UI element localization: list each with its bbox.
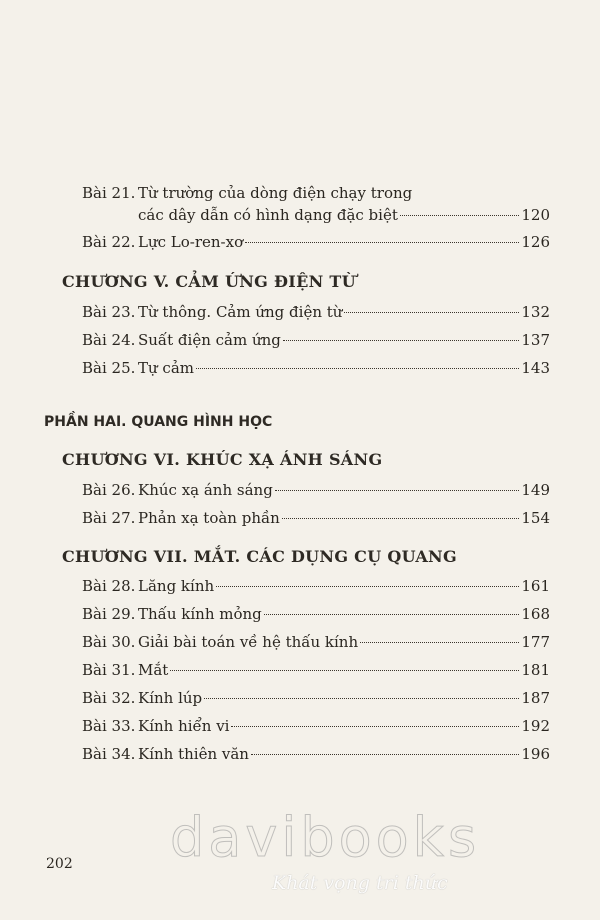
lesson-number: Bài 32.	[82, 689, 136, 707]
lesson-number: Bài 23.	[82, 303, 136, 321]
dot-leader	[264, 614, 520, 615]
lesson-title: Thấu kính mỏng	[138, 605, 262, 623]
lesson-title: Từ thông. Cảm ứng điện từ	[138, 303, 343, 321]
part-heading-2: PHẦN HAI. QUANG HÌNH HỌC	[44, 414, 273, 430]
lesson-number: Bài 27.	[82, 509, 136, 527]
lesson-page: 192	[521, 717, 550, 735]
lesson-page: 168	[521, 605, 550, 623]
lesson-number: Bài 28.	[82, 577, 136, 595]
lesson-page: 149	[521, 481, 550, 499]
lesson-number: Bài 34.	[82, 745, 136, 763]
dot-leader	[196, 368, 519, 369]
dot-leader	[344, 312, 519, 313]
toc-entry-lesson-22	[82, 232, 550, 252]
toc-entry-lesson-21-cont	[138, 205, 550, 225]
lesson-number: Bài 30.	[82, 633, 136, 651]
dot-leader	[204, 698, 519, 699]
toc-entry-lesson-24	[82, 330, 550, 350]
lesson-number: Bài 25.	[82, 359, 136, 377]
lesson-title: Suất điện cảm ứng	[138, 331, 281, 349]
dot-leader	[231, 726, 519, 727]
lesson-title: Lăng kính	[138, 577, 215, 595]
lesson-title: Mắt	[138, 661, 169, 679]
watermark-tagline: Khát vọng tri thức	[272, 872, 448, 894]
lesson-page: 137	[521, 331, 550, 349]
lesson-title: Giải bài toán về hệ thấu kính	[138, 633, 359, 651]
lesson-page: 187	[521, 689, 550, 707]
chapter-heading-6: CHƯƠNG VI. KHÚC XẠ ÁNH SÁNG	[62, 450, 383, 469]
lesson-title-line-1: Từ trường của dòng điện chạy trong	[138, 184, 413, 202]
chapter-heading-7: CHƯƠNG VII. MẮT. CÁC DỤNG CỤ QUANG	[62, 547, 457, 566]
dot-leader	[216, 586, 519, 587]
toc-entry-lesson-33	[82, 716, 550, 736]
lesson-page: 143	[521, 359, 550, 377]
dot-leader	[170, 670, 519, 671]
lesson-title: Phản xạ toàn phần	[138, 509, 280, 527]
lesson-number: Bài 24.	[82, 331, 136, 349]
lesson-number: Bài 21.	[82, 184, 136, 202]
dot-leader	[400, 215, 519, 216]
toc-entry-lesson-29	[82, 604, 550, 624]
lesson-page: 196	[521, 745, 550, 763]
toc-entry-lesson-27	[82, 508, 550, 528]
dot-leader	[360, 642, 519, 643]
dot-leader	[282, 518, 520, 519]
lesson-title: Tự cảm	[138, 359, 195, 377]
lesson-title-line-2: các dây dẫn có hình dạng đặc biệt	[138, 206, 398, 224]
lesson-page: 120	[521, 206, 550, 224]
toc-entry-lesson-31	[82, 660, 550, 680]
lesson-title: Kính thiên văn	[138, 745, 249, 763]
chapter-heading-5: CHƯƠNG V. CẢM ỨNG ĐIỆN TỪ	[62, 272, 356, 291]
toc-entry-lesson-34	[82, 744, 550, 764]
watermark-logo: davibooks	[170, 806, 481, 869]
lesson-number: Bài 22.	[82, 233, 136, 251]
lesson-title: Kính hiển vi	[138, 717, 230, 735]
toc-entry-lesson-26	[82, 480, 550, 500]
dot-leader	[251, 754, 519, 755]
lesson-page: 132	[521, 303, 550, 321]
dot-leader	[283, 340, 519, 341]
toc-entry-lesson-28	[82, 576, 550, 596]
toc-entry-lesson-32	[82, 688, 550, 708]
lesson-page: 126	[521, 233, 550, 251]
lesson-number: Bài 31.	[82, 661, 136, 679]
lesson-title: Lực Lo-ren-xơ	[138, 233, 244, 251]
toc-entry-lesson-21	[82, 183, 412, 203]
lesson-title: Khúc xạ ánh sáng	[138, 481, 273, 499]
dot-leader	[275, 490, 520, 491]
lesson-page: 154	[521, 509, 550, 527]
toc-entry-lesson-23	[82, 302, 550, 322]
lesson-number: Bài 29.	[82, 605, 136, 623]
page-number: 202	[46, 856, 73, 872]
lesson-title: Kính lúp	[138, 689, 203, 707]
dot-leader	[245, 242, 519, 243]
lesson-number: Bài 26.	[82, 481, 136, 499]
lesson-page: 181	[521, 661, 550, 679]
lesson-page: 161	[521, 577, 550, 595]
toc-entry-lesson-25	[82, 358, 550, 378]
lesson-number: Bài 33.	[82, 717, 136, 735]
lesson-page: 177	[521, 633, 550, 651]
toc-entry-lesson-30	[82, 632, 550, 652]
